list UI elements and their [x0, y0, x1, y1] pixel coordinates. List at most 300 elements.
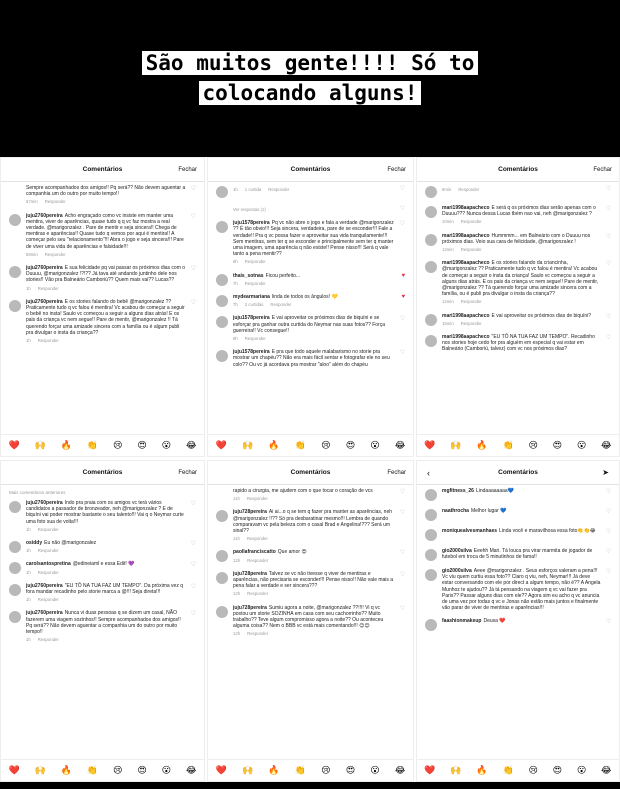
like-heart-icon[interactable]: ♡: [605, 619, 611, 626]
comment-username[interactable]: paollafranciscatto: [233, 549, 276, 556]
comment-time: 12min: [442, 299, 454, 305]
avatar[interactable]: [425, 529, 437, 541]
comment-body: [26, 213, 186, 258]
emoji-reaction-icon[interactable]: 😢: [528, 440, 538, 450]
reply-button[interactable]: Responder: [247, 591, 269, 597]
avatar[interactable]: [425, 335, 437, 347]
like-heart-icon[interactable]: ♡: [605, 489, 611, 495]
like-heart-icon[interactable]: ♡: [190, 501, 196, 507]
emoji-reaction-bar: [417, 434, 619, 456]
reply-button[interactable]: Ver respostas (1): [233, 207, 266, 212]
comment-body: [233, 185, 395, 198]
avatar[interactable]: [425, 261, 437, 273]
avatar[interactable]: [216, 606, 228, 618]
comment-text: Acho engraçado como vc insiste em manter uma mentira, viver de aparências, quase tudo q q vc faz mostra a real verdade. @marigonzalez . Pare de mentir e seja sincera!! Chega de mentiras e aparências!! Quase tudo q vemos por aqui é mentira!! A começar pelo seu "relacionamento"!!! Abra o jogo e seja sincera!!! Pare de viver uma vida de aparências e falsidade!!!: [26, 212, 184, 250]
comment-time: 12h: [233, 591, 241, 597]
comment-item: [216, 349, 405, 368]
like-heart-icon[interactable]: ♡: [399, 186, 405, 192]
comment-body: [233, 571, 395, 598]
reply-button[interactable]: Responder: [44, 251, 66, 257]
like-heart-icon[interactable]: ♡: [399, 605, 405, 612]
like-heart-icon[interactable]: ♡: [605, 313, 611, 320]
comment-item: [216, 273, 405, 287]
comment-item: [425, 618, 611, 631]
comment-item: [9, 583, 196, 604]
comment-item: [9, 540, 196, 554]
reply-button[interactable]: Responder: [37, 637, 59, 643]
emoji-reaction-icon[interactable]: 😂: [185, 440, 197, 450]
emoji-reaction-icon[interactable]: 😢: [321, 765, 331, 775]
comment-item: [9, 265, 196, 292]
comment-text: Lindaaaaaaaa💙: [475, 488, 514, 494]
reply-button[interactable]: Responder: [460, 320, 482, 326]
comment-username[interactable]: juju728pereira: [233, 509, 267, 516]
comment-text: Deusa ❤️: [483, 618, 506, 625]
comment-text: Que amor 😍: [277, 549, 307, 556]
comment-meta: [26, 548, 186, 554]
like-heart-icon[interactable]: ♡: [190, 299, 196, 306]
comment-item: [425, 488, 611, 501]
caption-line-2: colocando alguns!: [199, 81, 422, 105]
like-heart-icon[interactable]: ♡: [399, 550, 405, 557]
like-heart-icon[interactable]: ♡: [605, 186, 611, 192]
emoji-reaction-icon[interactable]: ❤️: [424, 440, 436, 450]
like-heart-icon[interactable]: ♡: [190, 186, 196, 192]
like-heart-icon[interactable]: ♡: [605, 569, 611, 575]
comment-item: [216, 185, 405, 198]
comment-text: @edineiaml e essa Edit! 💜: [72, 561, 135, 568]
comment-text: Sumiu agora a noite, @marigonzalez ??!!!! Vi q vc postou um storie SOZINHA em casa com seu cachorrinho?? Muito trabalho?? Teve algum compromisso agora a noite?? Ou aconteceu alguma coisa?? Nem o BBB vc está mais comentando!!! 😊😊: [233, 604, 384, 630]
comment-username[interactable]: juju2760pereira: [26, 610, 63, 617]
comments-title: Comentários: [290, 166, 331, 173]
reply-button[interactable]: Responder: [37, 285, 59, 291]
emoji-reaction-icon[interactable]: ❤️: [8, 765, 20, 775]
comment-text: Indo pra praia com os amigos vc terá vários candidatos a passador de bronzeador, neh @marigonzalez ? E de biquíni vai poder mostrar bastante o seu talento!!! Vai q o Neymar curte uma foto sua de volta!!!: [26, 500, 184, 525]
emoji-reaction-bar: [417, 759, 619, 781]
comment-username[interactable]: mari1998aapacheco: [442, 205, 490, 211]
comment-item: [216, 488, 405, 502]
story-caption: [0, 48, 620, 108]
reply-button[interactable]: Responder: [458, 187, 480, 192]
comment-item: [425, 548, 611, 561]
avatar[interactable]: [425, 549, 437, 561]
reply-button[interactable]: Responder: [37, 338, 59, 344]
comment-time: 12h: [233, 631, 241, 637]
like-count[interactable]: 1 curtida: [244, 187, 262, 192]
comment-meta: [26, 286, 186, 292]
comment-time: 1h: [26, 548, 31, 554]
emoji-reaction-icon[interactable]: 😢: [113, 765, 123, 775]
comments-panel: [207, 460, 414, 782]
comment-item: [9, 610, 196, 643]
comment-text: Melhor lugar 💙: [470, 508, 507, 514]
like-heart-icon[interactable]: ♡: [399, 316, 405, 323]
comment-body: [442, 334, 601, 353]
comment-username[interactable]: mari1998aapacheco: [442, 260, 490, 267]
close-button[interactable]: Fechar: [387, 470, 406, 476]
comment-text: Hummmm... em Balneário com o Duuuu nos próximos dias. Veio sua cara de felicidade, @marigonzalez !: [442, 232, 591, 245]
avatar[interactable]: [425, 509, 437, 521]
emoji-reaction-icon[interactable]: 🔥: [268, 440, 280, 450]
caption-line-1: São muitos gente!!!! Só to: [142, 51, 479, 75]
comments-header: [208, 461, 413, 485]
comment-username[interactable]: gio2000silva: [442, 548, 472, 554]
emoji-reaction-icon[interactable]: 👏: [502, 440, 514, 450]
comment-item: [425, 508, 611, 521]
comment-item: [216, 294, 405, 308]
comment-list: [417, 485, 619, 631]
reply-button[interactable]: Responder: [460, 299, 482, 305]
avatar[interactable]: [425, 206, 437, 218]
comment-meta: [442, 299, 601, 305]
reply-button[interactable]: Responder: [270, 302, 292, 308]
close-button[interactable]: Fechar: [178, 167, 197, 173]
avatar[interactable]: [9, 214, 21, 226]
comment-item: [425, 233, 611, 254]
comment-list: [1, 485, 204, 643]
emoji-reaction-icon[interactable]: 🔥: [60, 440, 72, 450]
comment-username[interactable]: juju728pereira: [233, 604, 267, 611]
emoji-reaction-icon[interactable]: 😮: [161, 765, 172, 775]
comment-text: rapido a cirurgia, me ajudem com o que tocar o coração de vcs: [233, 488, 373, 494]
comment-body: [26, 500, 186, 533]
like-heart-icon[interactable]: ♥: [401, 272, 405, 279]
comment-username[interactable]: naathrocha: [442, 508, 469, 514]
reply-button[interactable]: Responder: [460, 219, 482, 225]
comment-time: 11h: [233, 496, 240, 502]
emoji-reaction-icon[interactable]: ❤️: [424, 765, 436, 775]
close-button[interactable]: Fechar: [387, 167, 406, 173]
comment-username[interactable]: faashionmakeup: [442, 618, 482, 625]
comments-header: [417, 461, 619, 485]
emoji-reaction-icon[interactable]: 🙌: [241, 440, 254, 450]
avatar[interactable]: [216, 316, 228, 328]
avatar[interactable]: [216, 550, 228, 562]
comment-username[interactable]: mari1998aapacheco: [442, 232, 490, 239]
comment-username[interactable]: moniquealvesmanhaes: [442, 528, 498, 534]
comment-meta: [442, 187, 601, 193]
comment-body: [442, 488, 601, 501]
comment-item: [425, 185, 611, 198]
comment-meta: [233, 281, 395, 287]
comment-text: Nunca vi duas pessoas q se dizem um casal, NÃO fazerem uma viagem sozinhos!! Sempre acompanhados dos amigos!! Pq será?? Não devem aguentar a companhia um do outro por muito tempo!!: [26, 610, 181, 636]
comment-time: 10min: [442, 219, 454, 225]
emoji-reaction-icon[interactable]: 😢: [321, 440, 331, 450]
send-icon[interactable]: ➤: [602, 468, 609, 477]
emoji-reaction-icon[interactable]: 👏: [86, 440, 99, 450]
like-heart-icon[interactable]: ♡: [399, 510, 405, 517]
comment-list: [208, 182, 413, 368]
comment-body: [442, 205, 601, 226]
comment-meta: [233, 336, 395, 342]
like-heart-icon[interactable]: ♡: [605, 509, 611, 515]
comment-username[interactable]: juju1578pereira: [233, 315, 270, 322]
avatar[interactable]: [425, 619, 437, 631]
comment-meta: [233, 496, 395, 502]
emoji-reaction-icon[interactable]: 🔥: [268, 765, 280, 775]
like-heart-icon[interactable]: ♡: [190, 611, 196, 618]
avatar[interactable]: [9, 300, 21, 312]
emoji-reaction-icon[interactable]: ❤️: [215, 765, 227, 775]
emoji-reaction-icon[interactable]: 🙌: [450, 440, 462, 450]
comment-body: [233, 315, 395, 342]
like-heart-icon[interactable]: ♡: [605, 233, 611, 240]
comment-username[interactable]: juju2760pereira: [26, 212, 63, 219]
comment-username[interactable]: juju728pereira: [233, 570, 267, 577]
comment-username[interactable]: gio2000silva: [442, 568, 472, 574]
comment-item: [9, 500, 196, 533]
like-heart-icon[interactable]: ♡: [605, 529, 611, 535]
like-heart-icon[interactable]: ♡: [190, 213, 196, 220]
emoji-reaction-icon[interactable]: 😢: [528, 765, 538, 775]
screenshot-grid: [0, 157, 620, 782]
avatar[interactable]: [425, 569, 437, 581]
comment-time: 1h: [26, 285, 31, 291]
comment-time: 1h: [26, 338, 31, 344]
avatar[interactable]: [425, 234, 437, 246]
like-heart-icon[interactable]: ♡: [399, 350, 405, 357]
comment-meta: [233, 631, 395, 637]
reply-button[interactable]: Responder: [37, 569, 59, 575]
comment-time: 11h: [233, 536, 240, 542]
emoji-reaction-icon[interactable]: 😮: [370, 440, 380, 450]
comment-time: 59min: [26, 251, 38, 257]
reply-button[interactable]: Responder: [37, 526, 59, 532]
comment-body: [442, 185, 601, 198]
comment-body: [26, 299, 186, 344]
comment-body: [233, 205, 395, 213]
comment-username[interactable]: mgfitness_26: [442, 488, 474, 494]
comment-body: [26, 610, 186, 643]
comment-meta: [233, 558, 395, 564]
like-heart-icon[interactable]: ♡: [605, 549, 611, 555]
comment-text: Sempre acompanhados dos amigos!! Pq será?? Não devem aguentar a companhia um do outro por muito tempo!!: [26, 185, 186, 198]
comment-item: [216, 605, 405, 638]
comment-meta: [233, 536, 395, 542]
comment-time: 1h: [26, 637, 31, 643]
emoji-reaction-icon[interactable]: 👏: [294, 765, 306, 775]
comment-body: [26, 561, 186, 575]
comment-body: [26, 540, 186, 554]
avatar[interactable]: [425, 489, 437, 501]
reply-button[interactable]: Responder: [460, 247, 482, 253]
avatar[interactable]: [216, 186, 228, 198]
comment-username[interactable]: juju2760pereira: [26, 582, 63, 589]
comment-meta: [233, 591, 395, 597]
avatar[interactable]: [9, 562, 21, 574]
comment-text: Pq vc não abre o jogo e fala a verdade @marigonzalez ?? É tão obvio!!! Seja sincera, verdadeira, pare de se esconder!!! Fale a verdade!! Pra q vc possa fazer e aproveitar sua vida tranquilamente!!! Sem mentiras, sem ter q se esconder e principalmente sem ter q manter uma imagem, uma aparência q não existe!! Pense nisso!!! Será q vale tanto a pena mentir??: [233, 220, 394, 258]
comment-text: E será q os próximos dias serão apenas com o Duuuu??? Nunca dessa Lucas tbém nao vai, neh @marigonzalez ?: [442, 205, 596, 218]
comment-meta: [442, 247, 601, 253]
reply-button[interactable]: Responder: [246, 536, 268, 542]
avatar[interactable]: [9, 611, 21, 623]
avatar[interactable]: [9, 501, 21, 513]
comment-text: "EU TÔ NA TUA FAZ UM TEMPO". Da próxima vez q fora mandar recadinho pelo storie marca a @!!! Seja direta!!!: [26, 582, 183, 596]
emoji-reaction-icon[interactable]: 😍: [552, 440, 563, 450]
avatar[interactable]: [9, 541, 21, 553]
comment-text: "EU TÔ NA TUA FAZ UM TEMPO". Recadinho nos stories hoje cedo for pra alguém em especial q vai estar em Balneário (Camboriú, talvez) com vc nos próximos dias?: [442, 334, 595, 353]
emoji-reaction-icon[interactable]: 👏: [86, 765, 99, 775]
reply-button[interactable]: Responder: [247, 631, 269, 637]
comment-username[interactable]: juju1578pereira: [233, 349, 270, 356]
emoji-reaction-icon[interactable]: 😂: [601, 440, 612, 450]
comment-username[interactable]: thais_sotnas: [233, 272, 264, 279]
reply-button[interactable]: Responder: [44, 199, 66, 205]
emoji-reaction-bar: [1, 434, 204, 456]
reply-button[interactable]: Responder: [268, 187, 290, 192]
comment-meta: [26, 527, 186, 533]
emoji-reaction-icon[interactable]: 😂: [601, 765, 612, 775]
emoji-reaction-icon[interactable]: 🙌: [450, 765, 462, 775]
comments-panel: [416, 157, 620, 457]
avatar[interactable]: [216, 510, 228, 522]
avatar[interactable]: [216, 221, 228, 233]
emoji-reaction-icon[interactable]: 😍: [345, 765, 356, 775]
comment-text: E vai aproveitar os próximos dias de biquíni?: [491, 312, 592, 319]
reply-button[interactable]: Responder: [244, 336, 266, 342]
emoji-reaction-bar: [1, 759, 204, 781]
emoji-reaction-icon[interactable]: 😂: [394, 765, 406, 775]
comment-body: [26, 583, 186, 604]
emoji-reaction-icon[interactable]: 🔥: [476, 765, 488, 775]
comments-panel: [416, 460, 620, 782]
emoji-reaction-icon[interactable]: ❤️: [215, 440, 227, 450]
reply-button[interactable]: Responder: [244, 280, 266, 286]
reply-button[interactable]: Responder: [37, 548, 59, 554]
emoji-reaction-icon[interactable]: 😍: [137, 440, 147, 450]
comment-text: Eu não @marigonzalez: [44, 540, 97, 547]
like-heart-icon[interactable]: ♡: [605, 261, 611, 268]
close-button[interactable]: Fechar: [178, 470, 197, 476]
comment-text: E vai aproveitar os próximos dias de biquíni e se esforçar pra ganhar outra curtida do Neymar nas suas fotos?? Força guerreira!! Vc consegue!!: [233, 315, 386, 334]
emoji-reaction-icon[interactable]: 😂: [185, 765, 197, 775]
comment-username[interactable]: juju2760pereira: [26, 265, 63, 272]
like-heart-icon[interactable]: ♡: [399, 571, 405, 578]
like-heart-icon[interactable]: ♡: [190, 541, 196, 548]
like-heart-icon[interactable]: ♡: [399, 206, 405, 212]
emoji-reaction-icon[interactable]: ❤️: [8, 440, 20, 450]
comment-username[interactable]: mari1998aapacheco: [442, 334, 490, 341]
emoji-reaction-icon[interactable]: 🔥: [476, 440, 488, 450]
like-heart-icon[interactable]: ♥: [401, 294, 405, 301]
comment-text: linda de todos os ângulos! 💛: [271, 294, 338, 301]
comment-meta: [26, 637, 186, 643]
comment-body: [233, 273, 395, 287]
emoji-reaction-icon[interactable]: 😍: [552, 765, 563, 775]
comments-panel: [0, 460, 205, 782]
comment-body: [233, 605, 395, 638]
comment-meta: [26, 199, 186, 205]
comment-time: 7h: [233, 280, 238, 286]
avatar[interactable]: [216, 295, 228, 307]
emoji-reaction-icon[interactable]: 😮: [370, 765, 380, 775]
comment-body: [442, 528, 601, 541]
emoji-reaction-icon[interactable]: 😮: [576, 440, 587, 450]
like-heart-icon[interactable]: ♡: [190, 562, 196, 569]
comments-title: Comentários: [290, 469, 331, 476]
comment-text: Ficou perfeito...: [265, 272, 301, 279]
emoji-reaction-icon[interactable]: 😂: [394, 440, 406, 450]
comment-text: Ai ai...o q se tem q fazer pra manter as aparências, neh @marigonzalez !!?? Só pra desbaratinar mesmo!!! Lembra de quando comparavam vc pela beleza com o casal Brad e Angelina!??? Será um sinal??: [233, 509, 393, 535]
comments-header: [1, 461, 204, 485]
reply-button[interactable]: Responder: [244, 259, 266, 265]
comment-item: [425, 313, 611, 327]
like-heart-icon[interactable]: ♡: [399, 489, 405, 495]
comment-username[interactable]: mari1998aapacheco: [442, 312, 490, 319]
reply-button[interactable]: Responder: [37, 597, 59, 603]
close-button[interactable]: Fechar: [593, 167, 612, 173]
comment-body: [233, 349, 395, 368]
comment-item: [216, 205, 405, 213]
avatar[interactable]: [216, 274, 228, 286]
like-heart-icon[interactable]: ♡: [399, 221, 405, 228]
emoji-reaction-icon[interactable]: 😮: [576, 765, 587, 775]
reply-button[interactable]: Responder: [247, 557, 269, 563]
comment-time: 8h: [233, 336, 238, 342]
comment-username[interactable]: osiddy: [26, 540, 43, 547]
emoji-reaction-icon[interactable]: 🙌: [34, 765, 46, 775]
load-more-link[interactable]: Mais comentários anteriores: [9, 490, 66, 495]
emoji-reaction-icon[interactable]: 👏: [502, 765, 514, 775]
comment-meta: [442, 321, 601, 327]
emoji-reaction-icon[interactable]: 😍: [345, 440, 356, 450]
like-heart-icon[interactable]: ♡: [605, 206, 611, 212]
comment-username[interactable]: juju1578pereira: [233, 220, 270, 227]
comment-item: [425, 334, 611, 353]
comment-body: [26, 265, 186, 292]
emoji-reaction-bar: [208, 759, 413, 781]
like-heart-icon[interactable]: ♡: [190, 266, 196, 273]
comment-text: E sua felicidade pq vai passar os próximos dias com o Duuuu, @marigonzalez !?!?? Já tava até andando juntinho dele nos stories!! Vão pra Balneário Camboriú?? Quem mais vai?? Lucas??: [26, 265, 186, 284]
emoji-reaction-icon[interactable]: 🔥: [60, 765, 72, 775]
comment-time: 1h: [233, 187, 238, 192]
comments-panel: [207, 157, 414, 457]
comments-header: [1, 158, 204, 182]
like-heart-icon[interactable]: ♡: [605, 335, 611, 342]
reply-button[interactable]: Responder: [246, 496, 268, 502]
emoji-reaction-icon[interactable]: 😢: [113, 440, 123, 450]
comment-text: Talvez se vc não tivesse q viver de mentiras e aparências, não precisaria se esconder!!! Pense nisso!! Não vale mais a pena falar a verdade e ser sincera???: [233, 570, 394, 590]
emoji-reaction-icon[interactable]: 😍: [137, 765, 147, 775]
comment-time: 7h: [233, 302, 238, 308]
avatar[interactable]: [425, 314, 437, 326]
emoji-reaction-icon[interactable]: 😮: [161, 440, 172, 450]
avatar[interactable]: [9, 266, 21, 278]
comment-text: E os stories falando da criancinha, @marigonzalez ?? Praticamente tudo q vc falou é mentira! Vc acabou de começar a seguir o insta da criança! Saulo vc começou a seguir a alguns dias atrás. E os pais da criança vc nem segue!! Pare de mentir, @marigonzalez ?? Tá querendo forçar uma amizade sincera com a família, ou é publi pra divulgar o insta da criança??: [442, 260, 599, 298]
emoji-reaction-icon[interactable]: 🙌: [241, 765, 254, 775]
avatar[interactable]: [216, 350, 228, 362]
comment-meta: [26, 570, 186, 576]
avatar[interactable]: [216, 572, 228, 584]
avatar[interactable]: [425, 186, 437, 198]
emoji-reaction-icon[interactable]: 👏: [294, 440, 306, 450]
back-arrow-icon[interactable]: ‹: [427, 468, 430, 478]
comment-username[interactable]: carolsantospretina: [26, 561, 71, 568]
comment-meta: [233, 302, 395, 308]
avatar[interactable]: [9, 584, 21, 596]
comment-username[interactable]: juju2760pereira: [26, 298, 63, 305]
like-heart-icon[interactable]: ♡: [190, 583, 196, 590]
emoji-reaction-icon[interactable]: 🙌: [34, 440, 46, 450]
comments-panel: [0, 157, 205, 457]
comment-text: Aeee @marigonzalez . Seus esforços valeram a pena!!! Vc viu quem curtiu essa foto?? Claro q viu, neh, Neymar!!! Já deve estar conversando com ele por direct a algum tempo, não é?? A Angela Munhoz te ajudou?? Já tá pensando na viagem q vc vai fazer pra Paris?? Passar alguns dias com ele?? Agora sim eu acho q vc anuncia de uma vez por todas q vc e Jonas não estão mais juntos e finalmente vão parar de viver de mentiras e aparências!!!: [442, 568, 601, 612]
comment-username[interactable]: juju2760pereira: [26, 500, 63, 506]
comment-username[interactable]: mydearmariana: [233, 294, 270, 301]
comment-body: [442, 233, 601, 254]
like-count[interactable]: 2 curtidas: [244, 302, 264, 308]
comment-item: [425, 260, 611, 305]
comment-item: [216, 509, 405, 542]
